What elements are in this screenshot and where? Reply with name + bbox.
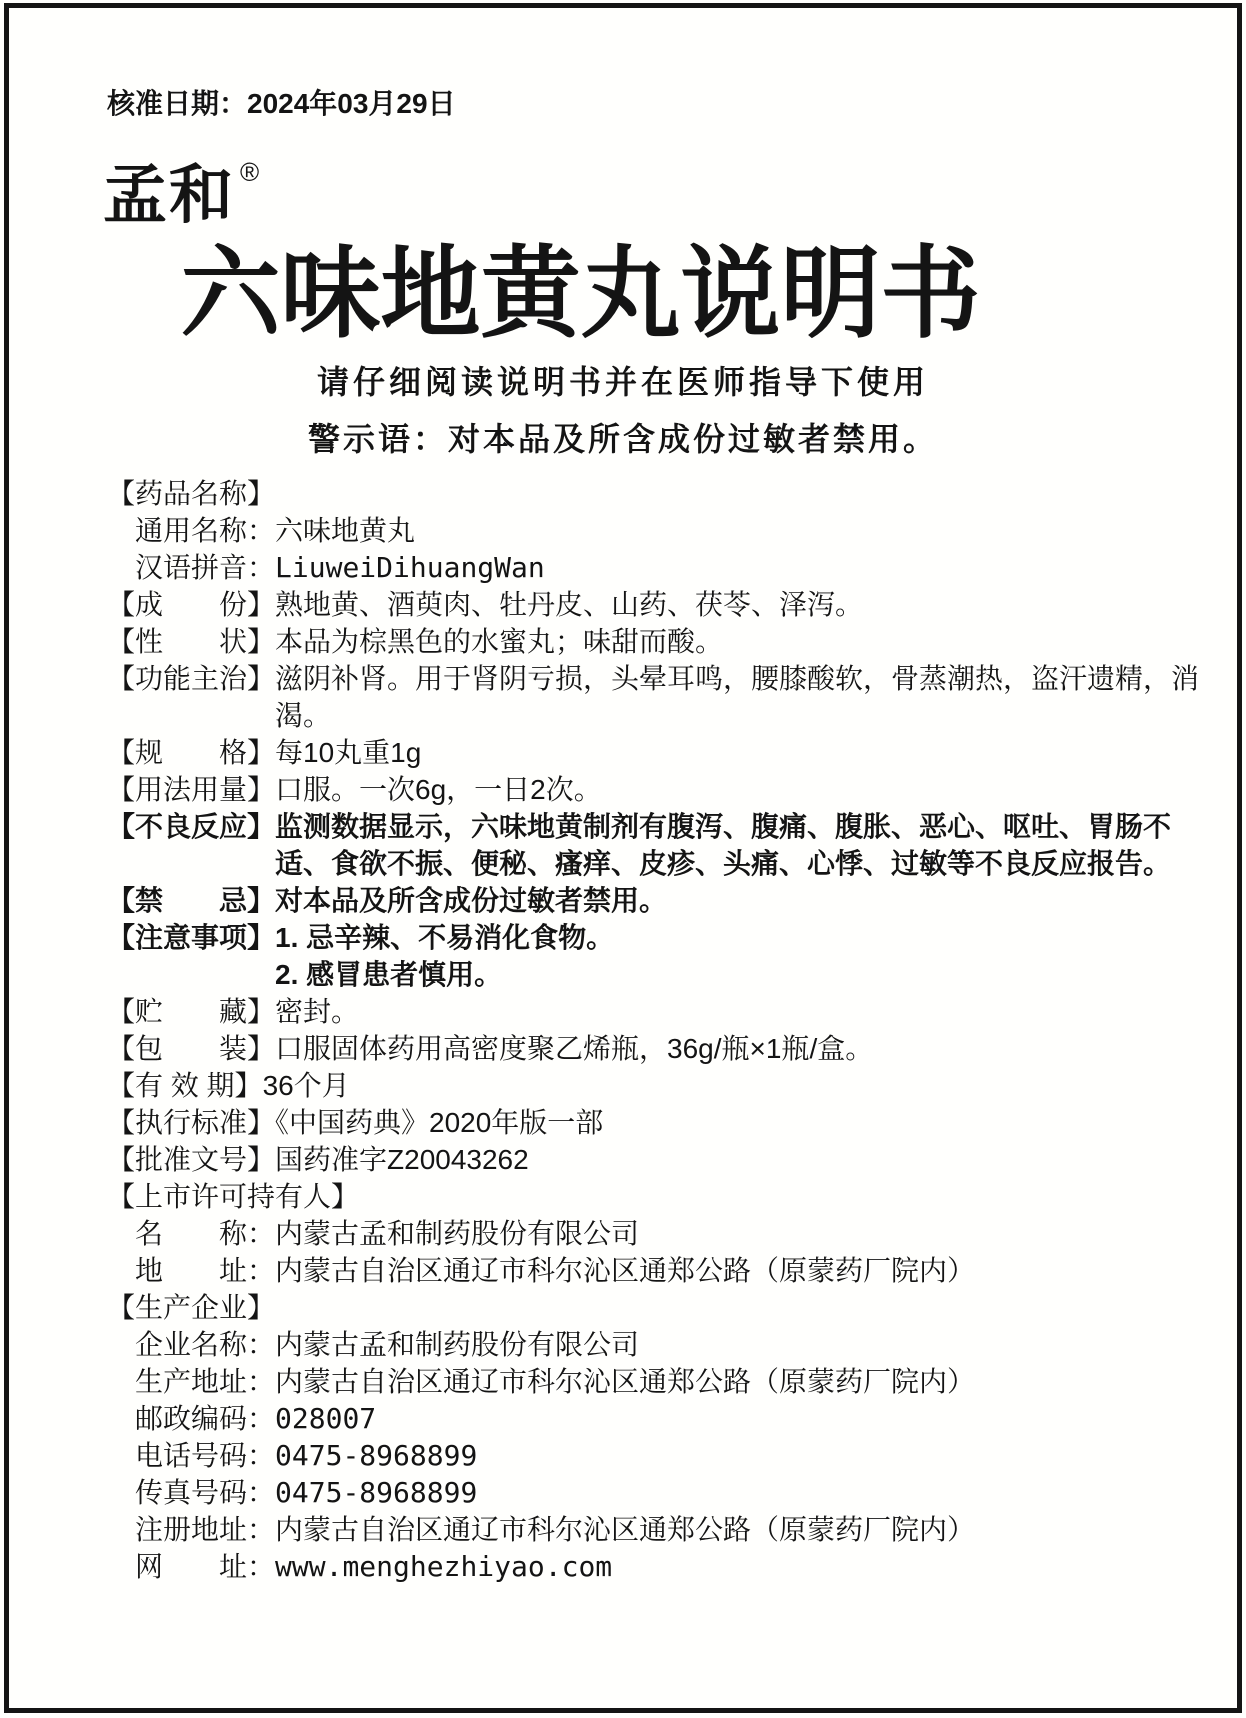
row-ingredients — [107, 586, 1201, 623]
row-postal-code — [135, 1400, 1201, 1437]
row-fax-number — [135, 1474, 1201, 1511]
row-manufacturer — [107, 1289, 1201, 1326]
row-generic-name — [135, 512, 1201, 549]
row-indications — [107, 660, 1201, 734]
row-label: 【批准文号】 — [107, 1144, 276, 1175]
row-content: 熟地黄、酒萸肉、牡丹皮、山药、茯苓、泽泻。 — [275, 589, 864, 620]
row-content: 0475-8968899 — [275, 1439, 478, 1472]
row-specification — [107, 734, 1201, 771]
row-content: 密封。 — [275, 996, 360, 1027]
row-content: 内蒙古孟和制药股份有限公司 — [275, 1329, 640, 1360]
brand-logo — [103, 138, 1201, 229]
row-license-holder — [107, 1178, 1201, 1215]
row-precautions — [107, 919, 1201, 956]
insert-body — [0, 475, 1246, 1585]
row-content: 监测数据显示，六味地黄制剂有腹泻、腹痛、腹胀、恶心、呕吐、胃肠不适、食欲不振、便秘、瘙痒、皮疹、头痛、心悸、过敏等不良反应报告。 — [275, 811, 1172, 879]
row-label: 传真号码： — [135, 1477, 276, 1508]
row-storage — [107, 993, 1201, 1030]
row-content: 内蒙古自治区通辽市科尔沁区通郑公路（原蒙药厂院内） — [275, 1366, 976, 1397]
row-content: www.menghezhiyao.com — [275, 1550, 613, 1583]
row-label: 名 称： — [135, 1218, 276, 1249]
row-label: 【功能主治】 — [107, 663, 276, 694]
registered-trademark-symbol: ® — [240, 157, 260, 187]
row-label: 邮政编码： — [135, 1403, 276, 1434]
row-label: 生产地址： — [135, 1366, 276, 1397]
brand-name: 孟和 — [103, 159, 235, 231]
warning-statement: 警示语：对本品及所含成份过敏者禁用。 — [307, 421, 938, 457]
row-properties — [107, 623, 1201, 660]
row-label: 【成 份】 — [107, 589, 276, 620]
document-title: 六味地黄丸说明书 — [180, 234, 981, 352]
row-label: 注册地址： — [135, 1514, 276, 1545]
row-label: 【不良反应】 — [107, 811, 276, 842]
row-label: 【包 装】 — [107, 1033, 276, 1064]
row-phone-number — [135, 1437, 1201, 1474]
approval-date: 核准日期：2024年03月29日 — [107, 88, 456, 119]
row-label: 地 址： — [135, 1255, 276, 1286]
row-content: 口服。一次6g，一日2次。 — [275, 774, 602, 805]
row-content: 本品为棕黑色的水蜜丸；味甜而酸。 — [275, 626, 724, 657]
row-content: 028007 — [275, 1402, 377, 1435]
row-content: 六味地黄丸 — [275, 515, 416, 546]
row-pinyin — [135, 549, 1201, 586]
row-label: 网 址： — [135, 1551, 276, 1582]
row-holder-name — [135, 1215, 1201, 1252]
row-label: 【性 状】 — [107, 626, 276, 657]
row-label: 【上市许可持有人】 — [107, 1181, 360, 1212]
row-label: 【执行标准】 — [107, 1107, 276, 1138]
row-contraindications — [107, 882, 1201, 919]
row-content: 对本品及所含成份过敏者禁用。 — [275, 885, 668, 916]
row-label: 企业名称： — [135, 1329, 276, 1360]
row-label: 【禁 忌】 — [107, 885, 276, 916]
row-label: 电话号码： — [135, 1440, 276, 1471]
read-instruction-note: 请仔细阅读说明书并在医师指导下使用 — [316, 364, 929, 400]
row-label: 【注意事项】 — [107, 922, 276, 953]
row-packaging — [107, 1030, 1201, 1067]
row-label: 【药品名称】 — [107, 478, 276, 509]
row-label: 汉语拼音： — [135, 552, 276, 583]
row-content: LiuweiDihuangWan — [275, 551, 545, 584]
row-content: 滋阴补肾。用于肾阴亏损，头晕耳鸣，腰膝酸软，骨蒸潮热，盗汗遗精，消渴。 — [275, 663, 1200, 731]
row-content: 内蒙古孟和制药股份有限公司 — [275, 1218, 640, 1249]
row-adverse-reactions — [107, 808, 1201, 882]
row-precautions-item-2 — [275, 956, 1201, 993]
row-dosage — [107, 771, 1201, 808]
row-label: 通用名称： — [135, 515, 276, 546]
row-label: 【有 效 期】 — [107, 1070, 263, 1101]
row-content: 36个月 — [262, 1070, 350, 1101]
row-production-address — [135, 1363, 1201, 1400]
row-label: 【生产企业】 — [107, 1292, 276, 1323]
row-registered-address — [135, 1511, 1201, 1548]
row-content: 2. 感冒患者慎用。 — [275, 959, 503, 990]
row-validity-period — [107, 1067, 1201, 1104]
row-content: 内蒙古自治区通辽市科尔沁区通郑公路（原蒙药厂院内） — [275, 1514, 976, 1545]
row-holder-address — [135, 1252, 1201, 1289]
row-content: 《中国药典》2020年版一部 — [275, 1107, 604, 1138]
row-content: 国药准字Z20043262 — [275, 1144, 529, 1175]
row-approval-number — [107, 1141, 1201, 1178]
row-website — [135, 1548, 1201, 1585]
row-manufacturer-name — [135, 1326, 1201, 1363]
row-content: 每10丸重1g — [275, 737, 422, 768]
row-content: 0475-8968899 — [275, 1476, 478, 1509]
row-content: 口服固体药用高密度聚乙烯瓶，36g/瓶×1瓶/盒。 — [275, 1033, 874, 1064]
row-executive-standard — [107, 1104, 1201, 1141]
row-content: 内蒙古自治区通辽市科尔沁区通郑公路（原蒙药厂院内） — [275, 1255, 976, 1286]
row-drug-name — [107, 475, 1201, 512]
row-label: 【规 格】 — [107, 737, 276, 768]
row-content: 1. 忌辛辣、不易消化食物。 — [275, 922, 615, 953]
row-label: 【贮 藏】 — [107, 996, 276, 1027]
row-label: 【用法用量】 — [107, 774, 276, 805]
